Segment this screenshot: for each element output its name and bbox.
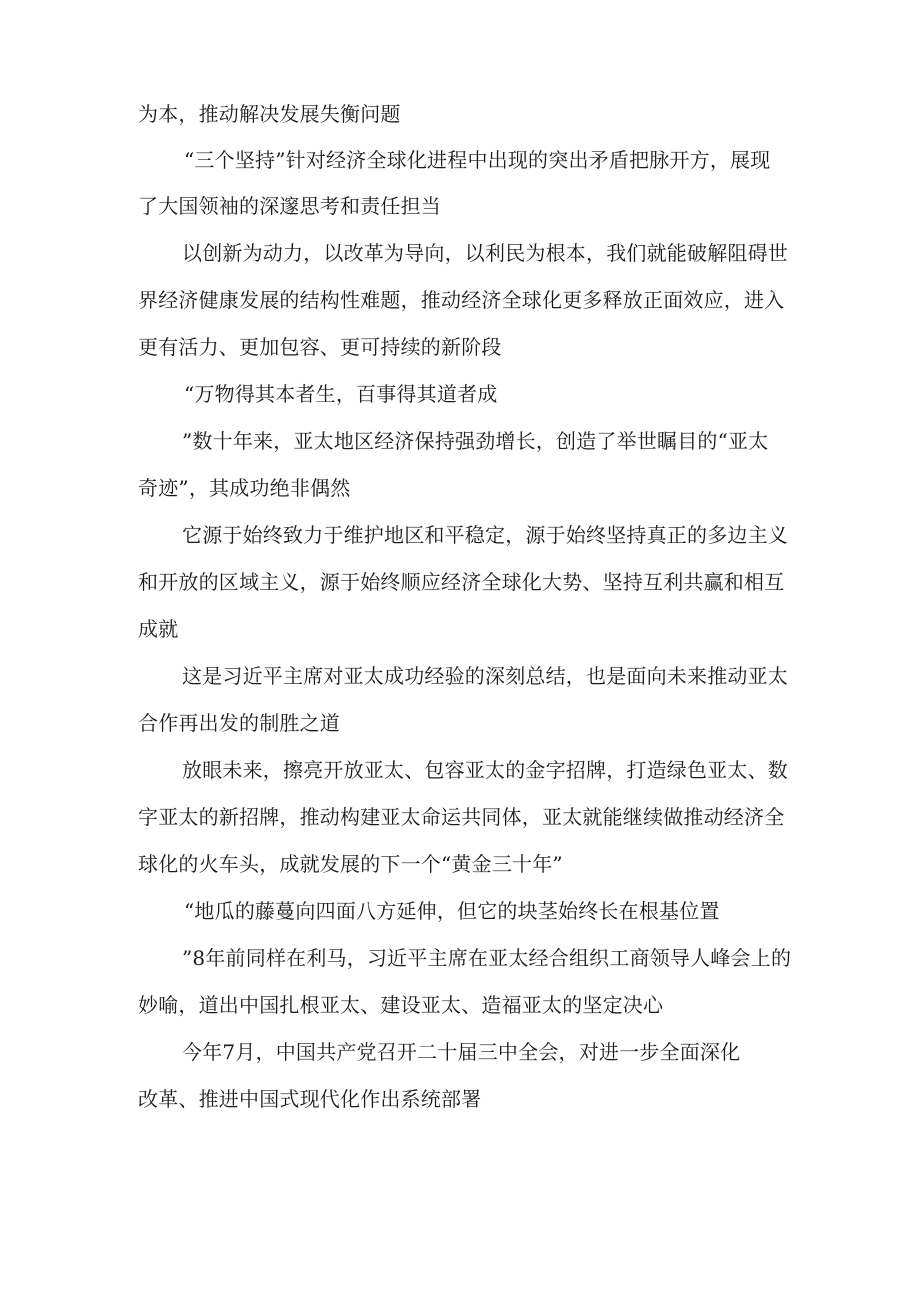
text-line: 了大国领袖的深邃思考和责任担当 (138, 194, 441, 218)
text-line: 今年7月，中国共产党召开二十届三中全会，对进一步全面深化 (182, 1040, 741, 1064)
text-line: 为本，推动解决发展失衡问题 (138, 102, 401, 126)
text-line: 改革、推进中国式现代化作出系统部署 (138, 1087, 482, 1111)
text-line: “万物得其本者生，百事得其道者成 (184, 382, 498, 406)
text-line: 更有活力、更加包容、更可持续的新阶段 (138, 335, 502, 359)
text-line: “地瓜的藤蔓向四面八方延伸，但它的块茎始终长在根基位置 (184, 899, 720, 923)
text-line: 界经济健康发展的结构性难题，推动经济全球化更多释放正面效应，进入 (138, 288, 785, 312)
text-line: 放眼未来，擦亮开放亚太、包容亚太的金字招牌，打造绿色亚太、数 (182, 758, 788, 782)
text-line: 和开放的区域主义，源于始终顺应经济全球化大势、坚持互利共赢和相互 (138, 570, 785, 594)
text-line: ”8年前同样在利马，习近平主席在亚太经合组织工商领导人峰会上的 (182, 946, 792, 970)
text-line: 字亚太的新招牌，推动构建亚太命运共同体，亚太就能继续做推动经济全 (138, 805, 785, 829)
text-line: “三个坚持”针对经济全球化进程中出现的突出矛盾把脉开方，展现 (184, 148, 771, 172)
text-line: 妙喻，道出中国扎根亚太、建设亚太、造福亚太的坚定决心 (138, 993, 664, 1017)
text-line: ”数十年来，亚太地区经济保持强劲增长，创造了举世瞩目的“亚太 (182, 429, 769, 453)
text-line: 这是习近平主席对亚太成功经验的深刻总结，也是面向未来推动亚太 (182, 664, 788, 688)
text-line: 奇迹”，其成功绝非偶然 (138, 476, 351, 500)
text-line: 以创新为动力，以改革为导向，以利民为根本，我们就能破解阻碍世 (182, 241, 788, 265)
text-line: 球化的火车头，成就发展的下一个“黄金三十年” (138, 852, 563, 876)
text-line: 成就 (138, 617, 179, 641)
text-line: 合作再出发的制胜之道 (138, 711, 340, 735)
text-line: 它源于始终致力于维护地区和平稳定，源于始终坚持真正的多边主义 (182, 523, 788, 547)
